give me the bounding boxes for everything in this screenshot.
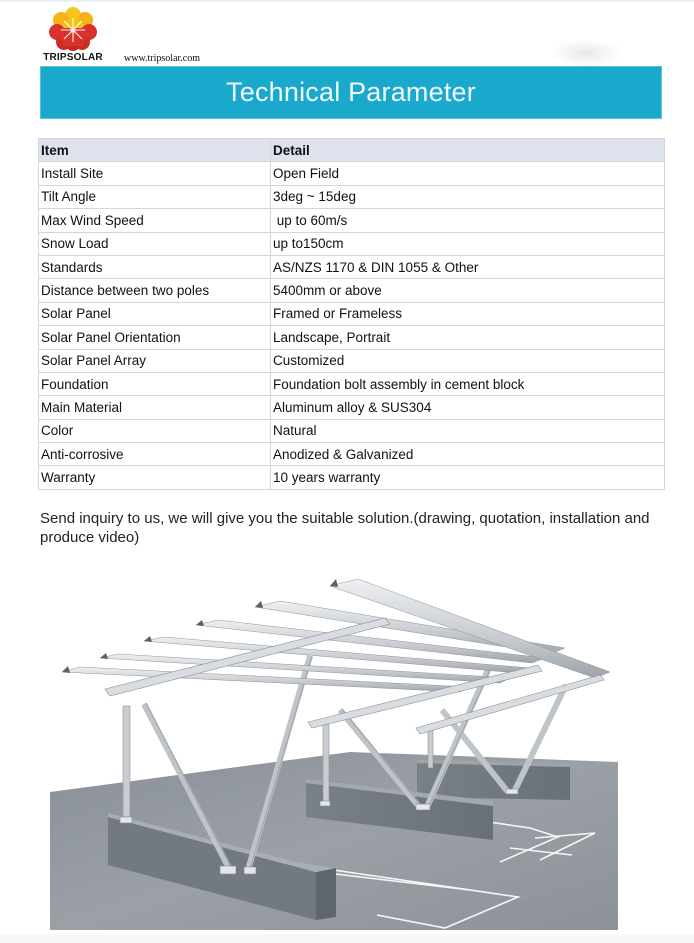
- row-detail: 3deg ~ 15deg: [271, 185, 665, 208]
- row-item: Max Wind Speed: [39, 209, 271, 232]
- table-row: [39, 185, 665, 208]
- table-row: [39, 349, 665, 372]
- row-detail: up to150cm: [271, 232, 665, 255]
- row-detail: Customized: [271, 349, 665, 372]
- page-title: Technical Parameter: [226, 77, 476, 107]
- row-item: Solar Panel Orientation: [39, 326, 271, 349]
- row-item: Main Material: [39, 396, 271, 419]
- spec-table: [38, 138, 665, 490]
- row-detail: 10 years warranty: [271, 466, 665, 489]
- column-header-detail: Detail: [271, 139, 665, 162]
- table-row: [39, 279, 665, 302]
- column-header-item: Item: [39, 139, 271, 162]
- table-row: [39, 372, 665, 395]
- table-row: [39, 209, 665, 232]
- table-row: [39, 232, 665, 255]
- row-item: Snow Load: [39, 232, 271, 255]
- row-detail: up to 60m/s: [271, 209, 665, 232]
- row-detail: Natural: [271, 419, 665, 442]
- table-row: [39, 466, 665, 489]
- table-row: [39, 255, 665, 278]
- row-item: Solar Panel Array: [39, 349, 271, 372]
- row-detail: Framed or Frameless: [271, 302, 665, 325]
- title-banner: [40, 66, 662, 119]
- row-detail: Foundation bolt assembly in cement block: [271, 372, 665, 395]
- row-detail: Open Field: [271, 162, 665, 185]
- sunburst-logo-icon: [48, 6, 98, 52]
- table-row: [39, 302, 665, 325]
- row-item: Install Site: [39, 162, 271, 185]
- inquiry-note: Send inquiry to us, we will give you the suitable solution.(drawing, quotation, installation and produce video): [40, 510, 650, 546]
- row-item: Standards: [39, 255, 271, 278]
- row-item: Distance between two poles: [39, 279, 271, 302]
- row-detail: AS/NZS 1170 & DIN 1055 & Other: [271, 255, 665, 278]
- table-row: [39, 326, 665, 349]
- website-link[interactable]: www.tripsolar.com: [124, 53, 201, 64]
- bottom-rule: [0, 934, 694, 943]
- row-detail: Anodized & Galvanized: [271, 443, 665, 466]
- watermark-smudge: [552, 40, 622, 66]
- table-header-row: [39, 139, 665, 162]
- table-row: [39, 396, 665, 419]
- table-row: [39, 443, 665, 466]
- row-item: Anti-corrosive: [39, 443, 271, 466]
- row-item: Color: [39, 419, 271, 442]
- carport-illustration: [40, 570, 660, 932]
- solar-carport-render: [40, 570, 660, 932]
- row-item: Warranty: [39, 466, 271, 489]
- table-row: [39, 419, 665, 442]
- table-row: [39, 162, 665, 185]
- row-item: Solar Panel: [39, 302, 271, 325]
- row-detail: Landscape, Portrait: [271, 326, 665, 349]
- row-detail: Aluminum alloy & SUS304: [271, 396, 665, 419]
- row-detail: 5400mm or above: [271, 279, 665, 302]
- brand-name: TRIPSOLAR: [43, 52, 103, 63]
- row-item: Foundation: [39, 372, 271, 395]
- brand-logo: [40, 6, 106, 64]
- top-rule: [0, 0, 694, 2]
- row-item: Tilt Angle: [39, 185, 271, 208]
